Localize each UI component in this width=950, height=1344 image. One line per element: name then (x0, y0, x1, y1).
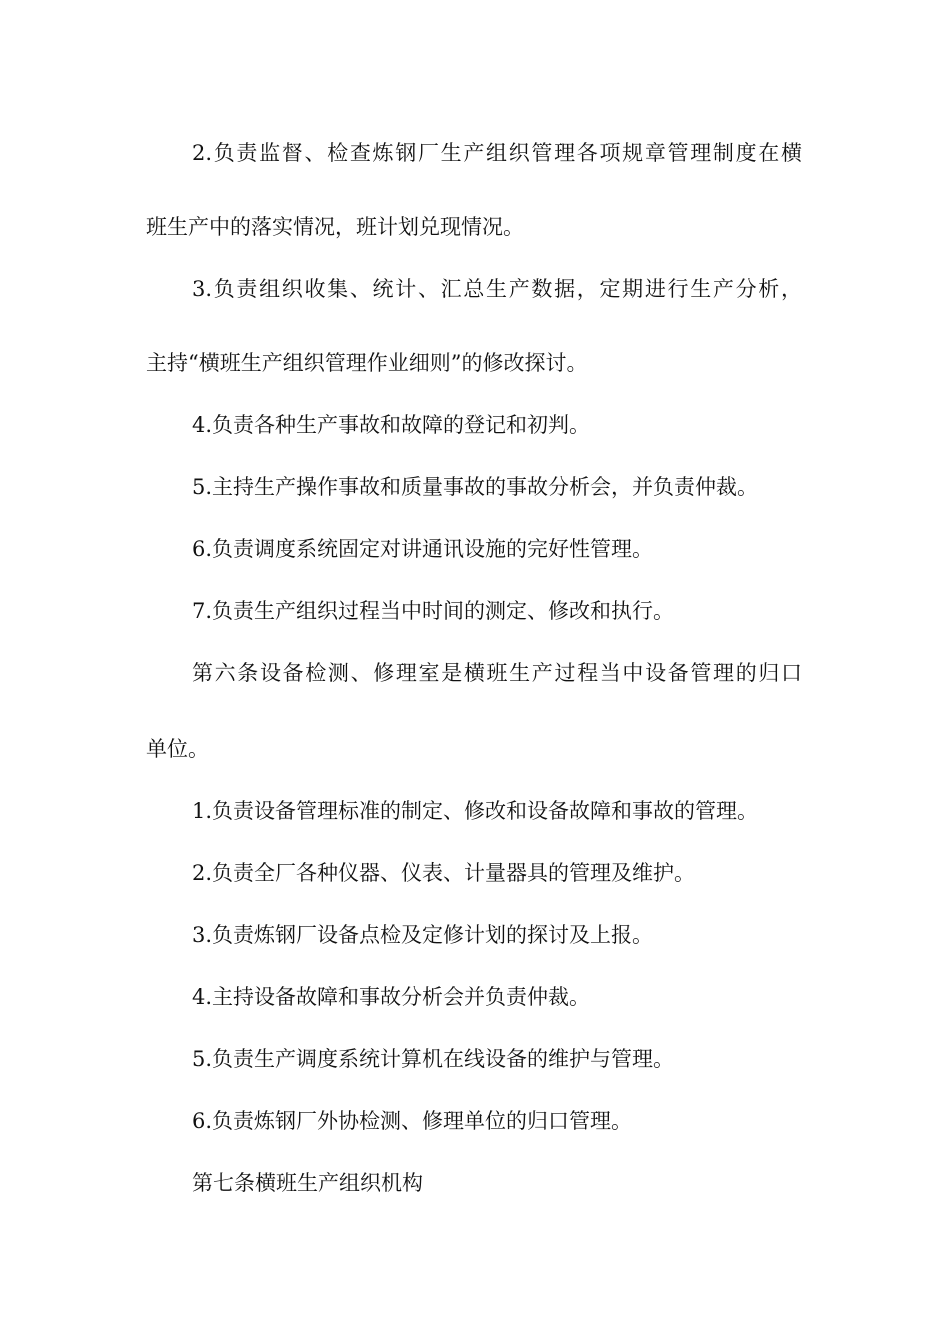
paragraph-line: 5.主持生产操作事故和质量事故的事故分析会，并负责仲裁。 (192, 475, 759, 499)
paragraph-line: 1.负责设备管理标准的制定、修改和设备故障和事故的管理。 (192, 799, 759, 823)
paragraph-line: 主持“横班生产组织管理作业细则”的修改探讨。 (146, 351, 588, 375)
paragraph-line: 3.负责组织收集、统计、汇总生产数据，定期进行生产分析， (192, 277, 802, 301)
article-heading-line: 第七条横班生产组织机构 (192, 1171, 423, 1195)
paragraph-line: 4.负责各种生产事故和故障的登记和初判。 (192, 413, 591, 437)
paragraph-line: 单位。 (146, 737, 209, 761)
paragraph-line: 3.负责炼钢厂设备点检及定修计划的探讨及上报。 (192, 923, 654, 947)
paragraph-line: 7.负责生产组织过程当中时间的测定、修改和执行。 (192, 599, 675, 623)
paragraph-line: 4.主持设备故障和事故分析会并负责仲裁。 (192, 985, 591, 1009)
article-heading-line: 第六条设备检测、修理室是横班生产过程当中设备管理的归口 (192, 661, 802, 685)
paragraph-line: 2.负责监督、检查炼钢厂生产组织管理各项规章管理制度在横 (192, 141, 802, 165)
paragraph-line: 6.负责调度系统固定对讲通讯设施的完好性管理。 (192, 537, 654, 561)
paragraph-line: 6.负责炼钢厂外协检测、修理单位的归口管理。 (192, 1109, 633, 1133)
paragraph-line: 5.负责生产调度系统计算机在线设备的维护与管理。 (192, 1047, 675, 1071)
paragraph-line: 2.负责全厂各种仪器、仪表、计量器具的管理及维护。 (192, 861, 696, 885)
paragraph-line: 班生产中的落实情况，班计划兑现情况。 (146, 215, 524, 239)
